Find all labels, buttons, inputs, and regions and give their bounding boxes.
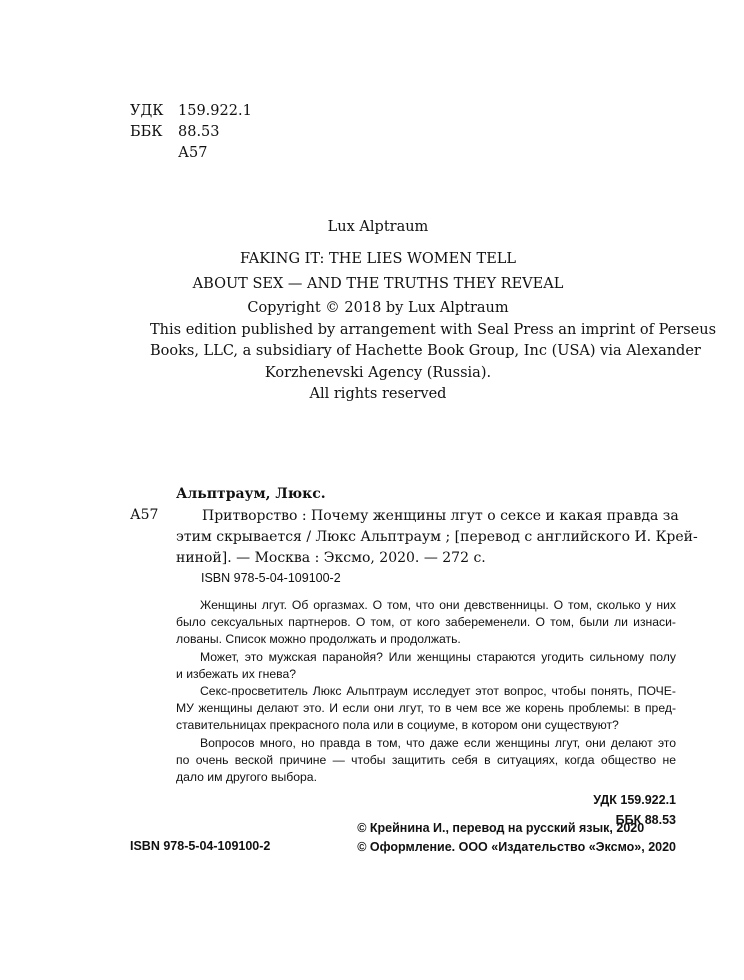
original-copyright-line: Copyright © 2018 by Lux Alptraum [247,300,509,316]
abstract-line: МУ женщины делают это. И если они лгут, то в чем все же корень проблемы: в пред- [176,701,676,716]
footer-copyright-line: © Оформление. ООО «Издательство «Эксмо», 2020 [357,840,676,854]
bbk-label: ББК [130,124,163,140]
footer-isbn: ISBN 978-5-04-109100-2 [130,839,271,853]
abstract-line: Женщины лгут. Об оргазмах. О том, что они девственницы. О том, сколько у них [200,598,676,612]
abstract-line: Может, это мужская паранойя? Или женщины стараются угодить сильному полу [200,649,676,664]
classification-block [130,101,252,164]
abstract-line: было сексуальных партнеров. О том, от кого забеременели. О том, были ли изнаси- [176,615,676,630]
card-author-code: А57 [130,507,159,523]
author-code-row [130,143,252,164]
card-author-heading: Альптраум, Люкс. [176,486,326,502]
udk-value: 159.922.1 [178,103,252,119]
abstract-line: и избежать их гнева? [176,666,297,681]
udk-label: УДК [130,103,164,119]
bbk-value: 88.53 [178,124,220,140]
card-description-line: ниной]. — Москва : Эксмо, 2020. — 272 с. [176,550,486,566]
original-copyright-line: Korzhenevski Agency (Russia). [264,364,492,381]
card-isbn: ISBN 978-5-04-109100-2 [201,571,341,585]
original-copyright-line: All rights reserved [309,386,447,402]
original-title [150,247,606,297]
card-abstract [176,597,676,786]
bbk-row [130,122,252,143]
abstract-line: Секс-просветитель Люкс Альптраум исследует этот вопрос, чтобы понять, ПОЧЕ- [200,684,676,699]
abstract-line: Вопросов много, но правда в том, что даже если женщины лгут, они делают это [200,735,676,750]
card-description-line: Притворство : Почему женщины лгут о сексе и какая правда за [202,508,679,524]
author-code: А57 [178,145,208,161]
footer-copyright-line: © Крейнина И., перевод на русский язык, 2020 [357,821,645,835]
abstract-line: дало им другого выбора. [176,770,317,785]
udk-row [130,101,252,122]
card-description-line: этим скрывается / Люкс Альптраум ; [перевод с английского И. Крей- [176,529,698,545]
abstract-line: лованы. Список можно продолжать и продолжать. [176,632,461,647]
original-title-line: ABOUT SEX — AND THE TRUTHS THEY REVEAL [192,276,564,292]
original-copyright [150,298,717,406]
abstract-line: по очень веской причине — чтобы защитить себя в ситуациях, когда общество не [176,752,676,767]
card-description [176,506,698,569]
footer-copyright [357,819,676,857]
original-title-line: FAKING IT: THE LIES WOMEN TELL [239,251,517,267]
card-udk-index: УДК 159.922.1 [593,793,676,807]
original-copyright-line: Books, LLC, a subsidiary of Hachette Book Group, Inc (USA) via Alexander [150,343,701,359]
abstract-line: ставительницах прекрасного пола или в социуме, в котором они существуют? [176,718,619,733]
original-copyright-line: This edition published by arrangement with Seal Press an imprint of Perseus [150,321,717,338]
original-author: Lux Alptraum [327,219,429,235]
card-bbk-index: ББК 88.53 [615,813,676,827]
